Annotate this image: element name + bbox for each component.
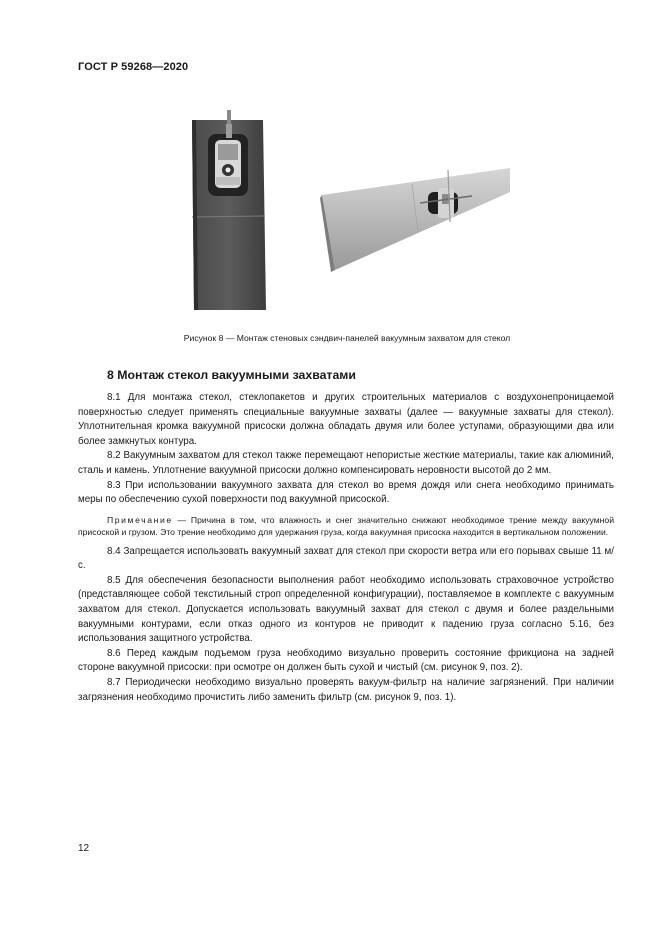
page-number: 12 <box>78 843 90 854</box>
figure-caption: Рисунок 8 — Монтаж стеновых сэндвич-панелей вакуумным захватом для стекол <box>183 333 511 343</box>
angled-panel <box>320 168 510 272</box>
paragraph: 8.5 Для обеспечения безопасности выполнения работ необходимо использовать страховочное устройство (представляющее собой текстильный строп определенной конфигурации), поставляемое в комплекте с вакуумным захватом для стекол. Допускается использовать вакуумный захват для стекол с двумя и более раздельными вакуумными контурами, если отказ одного из контуров не приводит к падению груза согласно 5.16, без использования защитного устройства. <box>78 574 614 645</box>
note <box>78 514 614 539</box>
note-label: Примечание <box>107 514 173 525</box>
paragraph: 8.4 Запрещается использовать вакуумный захват для стекол при скорости ветра или его порывах свыше 11 м/с. <box>78 545 614 572</box>
vertical-panel <box>192 110 266 310</box>
document-code: ГОСТ Р 59268—2020 <box>78 61 189 73</box>
figure-8-photo <box>180 110 520 320</box>
section-title: 8 Монтаж стекол вакуумными захватами <box>107 368 356 382</box>
note-text: — Причина в том, что влажность и снег значительно снижают необходимое трение между вакуумной присоской и грузом. Это трение необходимо для удержания груза, когда вакуумная присоска находится в вертикальном положении. <box>78 514 614 538</box>
paragraph: 8.7 Периодически необходимо визуально проверять вакуум-фильтр на наличие загрязнений. При наличии загрязнения необходимо прочистить либо заменить фильтр (см. рисунок 9, поз. 1). <box>78 676 614 703</box>
paragraph: 8.3 При использовании вакуумного захвата для стекол во время дождя или снега необходимо принимать меры по обеспечению сухой поверхности под вакуумной присоской. <box>78 479 614 506</box>
paragraph: 8.6 Перед каждым подъемом груза необходимо визуально проверить состояние фрикциона на задней стороне вакуумной присоски: при осмотре он должен быть сухой и чистый (см. рисунок 9, поз. 2). <box>78 647 614 674</box>
paragraph: 8.1 Для монтажа стекол, стеклопакетов и других строительных материалов с воздухонепроницаемой поверхностью следует применять специальные вакуумные захваты (далее — вакуумные захваты для стекол). Уплотнительная кромка вакуумной присоски должна обладать двумя или более уступами, образующими два или более замкнутых контура. <box>78 392 614 447</box>
section-body <box>78 391 614 705</box>
paragraph: 8.2 Вакуумным захватом для стекол также перемещают непористые жесткие материалы, такие как алюминий, сталь и камень. Уплотнение вакуумной присоски должно компенсировать неровности высотой до 2 мм. <box>78 450 614 476</box>
